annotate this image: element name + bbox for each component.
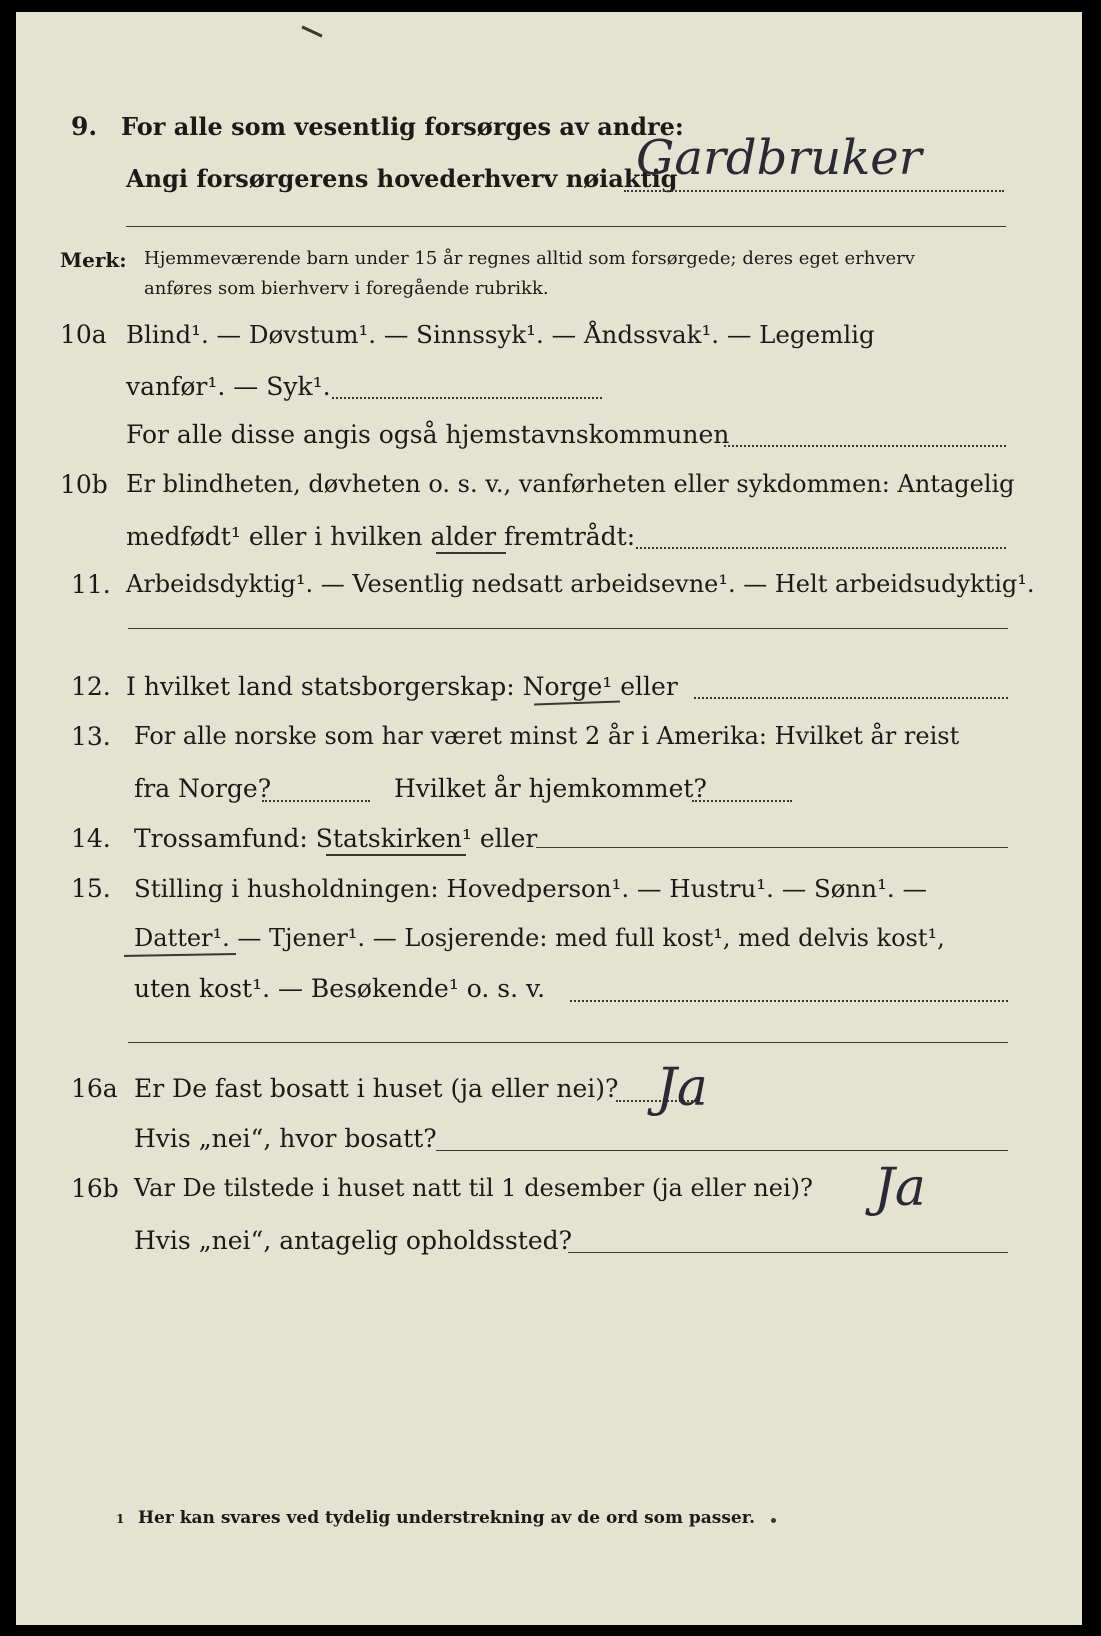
answer-line xyxy=(262,800,370,802)
question-text: fra Norge? xyxy=(134,774,272,803)
question-number: 12. xyxy=(71,672,111,701)
question-text: Datter¹. — Tjener¹. — Losjerende: med full kost¹, med delvis kost¹, xyxy=(134,924,945,952)
answer-line xyxy=(536,847,1008,848)
question-number: 16b xyxy=(71,1174,119,1203)
underline-mark xyxy=(436,552,506,554)
answer-line xyxy=(636,547,1006,549)
question-text: Stilling i husholdningen: Hovedperson¹. — Hustru¹. — Sønn¹. — xyxy=(134,874,927,903)
question-text: Er De fast bosatt i huset (ja eller nei)? xyxy=(134,1074,619,1103)
question-number: 10a xyxy=(60,320,107,349)
footnote-mark: 1 xyxy=(116,1512,125,1526)
answer-line xyxy=(692,800,792,802)
answer-line xyxy=(436,1150,1008,1151)
question-text: Angi forsørgerens hovederhverv nøiaktig xyxy=(126,164,678,193)
footnote-text: Her kan svares ved tydelig understrekning av de ord som passer. xyxy=(138,1508,756,1528)
underline-datter xyxy=(124,953,236,957)
note-label: Merk: xyxy=(60,248,127,272)
handwritten-answer: Ja xyxy=(874,1158,926,1218)
answer-line xyxy=(568,1252,1008,1253)
question-text: For alle som vesentlig forsørges av andre: xyxy=(121,112,684,141)
question-text: Hvilket år hjemkommet? xyxy=(394,774,707,803)
question-text: Trossamfund: Statskirken¹ eller xyxy=(134,824,538,853)
top-ink-mark xyxy=(301,25,322,37)
answer-line xyxy=(694,697,1008,699)
answer-line xyxy=(624,190,1004,192)
question-text: Blind¹. — Døvstum¹. — Sinnssyk¹. — Åndssvak¹. — Legemlig xyxy=(126,320,875,349)
question-text: For alle norske som har været minst 2 år i Amerika: Hvilket år reist xyxy=(134,722,960,750)
question-text: Var De tilstede i huset natt til 1 desember (ja eller nei)? xyxy=(134,1174,813,1202)
note-text: anføres som bierhverv i foregående rubrikk. xyxy=(144,278,549,299)
answer-line xyxy=(128,628,1008,629)
underline-statskirken xyxy=(326,854,466,856)
question-number: 15. xyxy=(71,874,111,903)
question-number: 14. xyxy=(71,824,111,853)
question-number: 9. xyxy=(71,112,98,141)
question-number: 16a xyxy=(71,1074,118,1103)
answer-line xyxy=(128,1042,1008,1043)
answer-line xyxy=(332,397,602,399)
question-text: Hvis „nei“, antagelig opholdssted? xyxy=(134,1226,573,1255)
question-text: Hvis „nei“, hvor bosatt? xyxy=(134,1124,437,1153)
answer-line xyxy=(126,226,1006,227)
question-number: 10b xyxy=(60,470,108,499)
underline-norge xyxy=(534,700,620,705)
census-form-page xyxy=(16,12,1082,1625)
question-text: For alle disse angis også hjemstavnskommunen xyxy=(126,420,730,449)
handwritten-answer: Ja xyxy=(656,1058,708,1118)
question-number: 11. xyxy=(71,570,111,599)
question-text: vanfør¹. — Syk¹. xyxy=(126,372,331,401)
question-text: Arbeidsdyktig¹. — Vesentlig nedsatt arbeidsevne¹. — Helt arbeidsudyktig¹. xyxy=(126,570,1035,598)
answer-line xyxy=(570,1000,1008,1002)
question-text: uten kost¹. — Besøkende¹ o. s. v. xyxy=(134,974,546,1003)
handwritten-answer: Gardbruker xyxy=(636,130,922,186)
note-text: Hjemmeværende barn under 15 år regnes alltid som forsørgede; deres eget erhverv xyxy=(144,248,915,269)
question-number: 13. xyxy=(71,722,111,751)
footnote-dot xyxy=(771,1518,776,1523)
question-text: Er blindheten, døvheten o. s. v., vanførheten eller sykdommen: Antagelig xyxy=(126,470,1015,498)
question-text: I hvilket land statsborgerskap: Norge¹ eller xyxy=(126,672,678,701)
question-text: medfødt¹ eller i hvilken alder fremtrådt: xyxy=(126,522,636,551)
answer-line xyxy=(724,445,1006,447)
